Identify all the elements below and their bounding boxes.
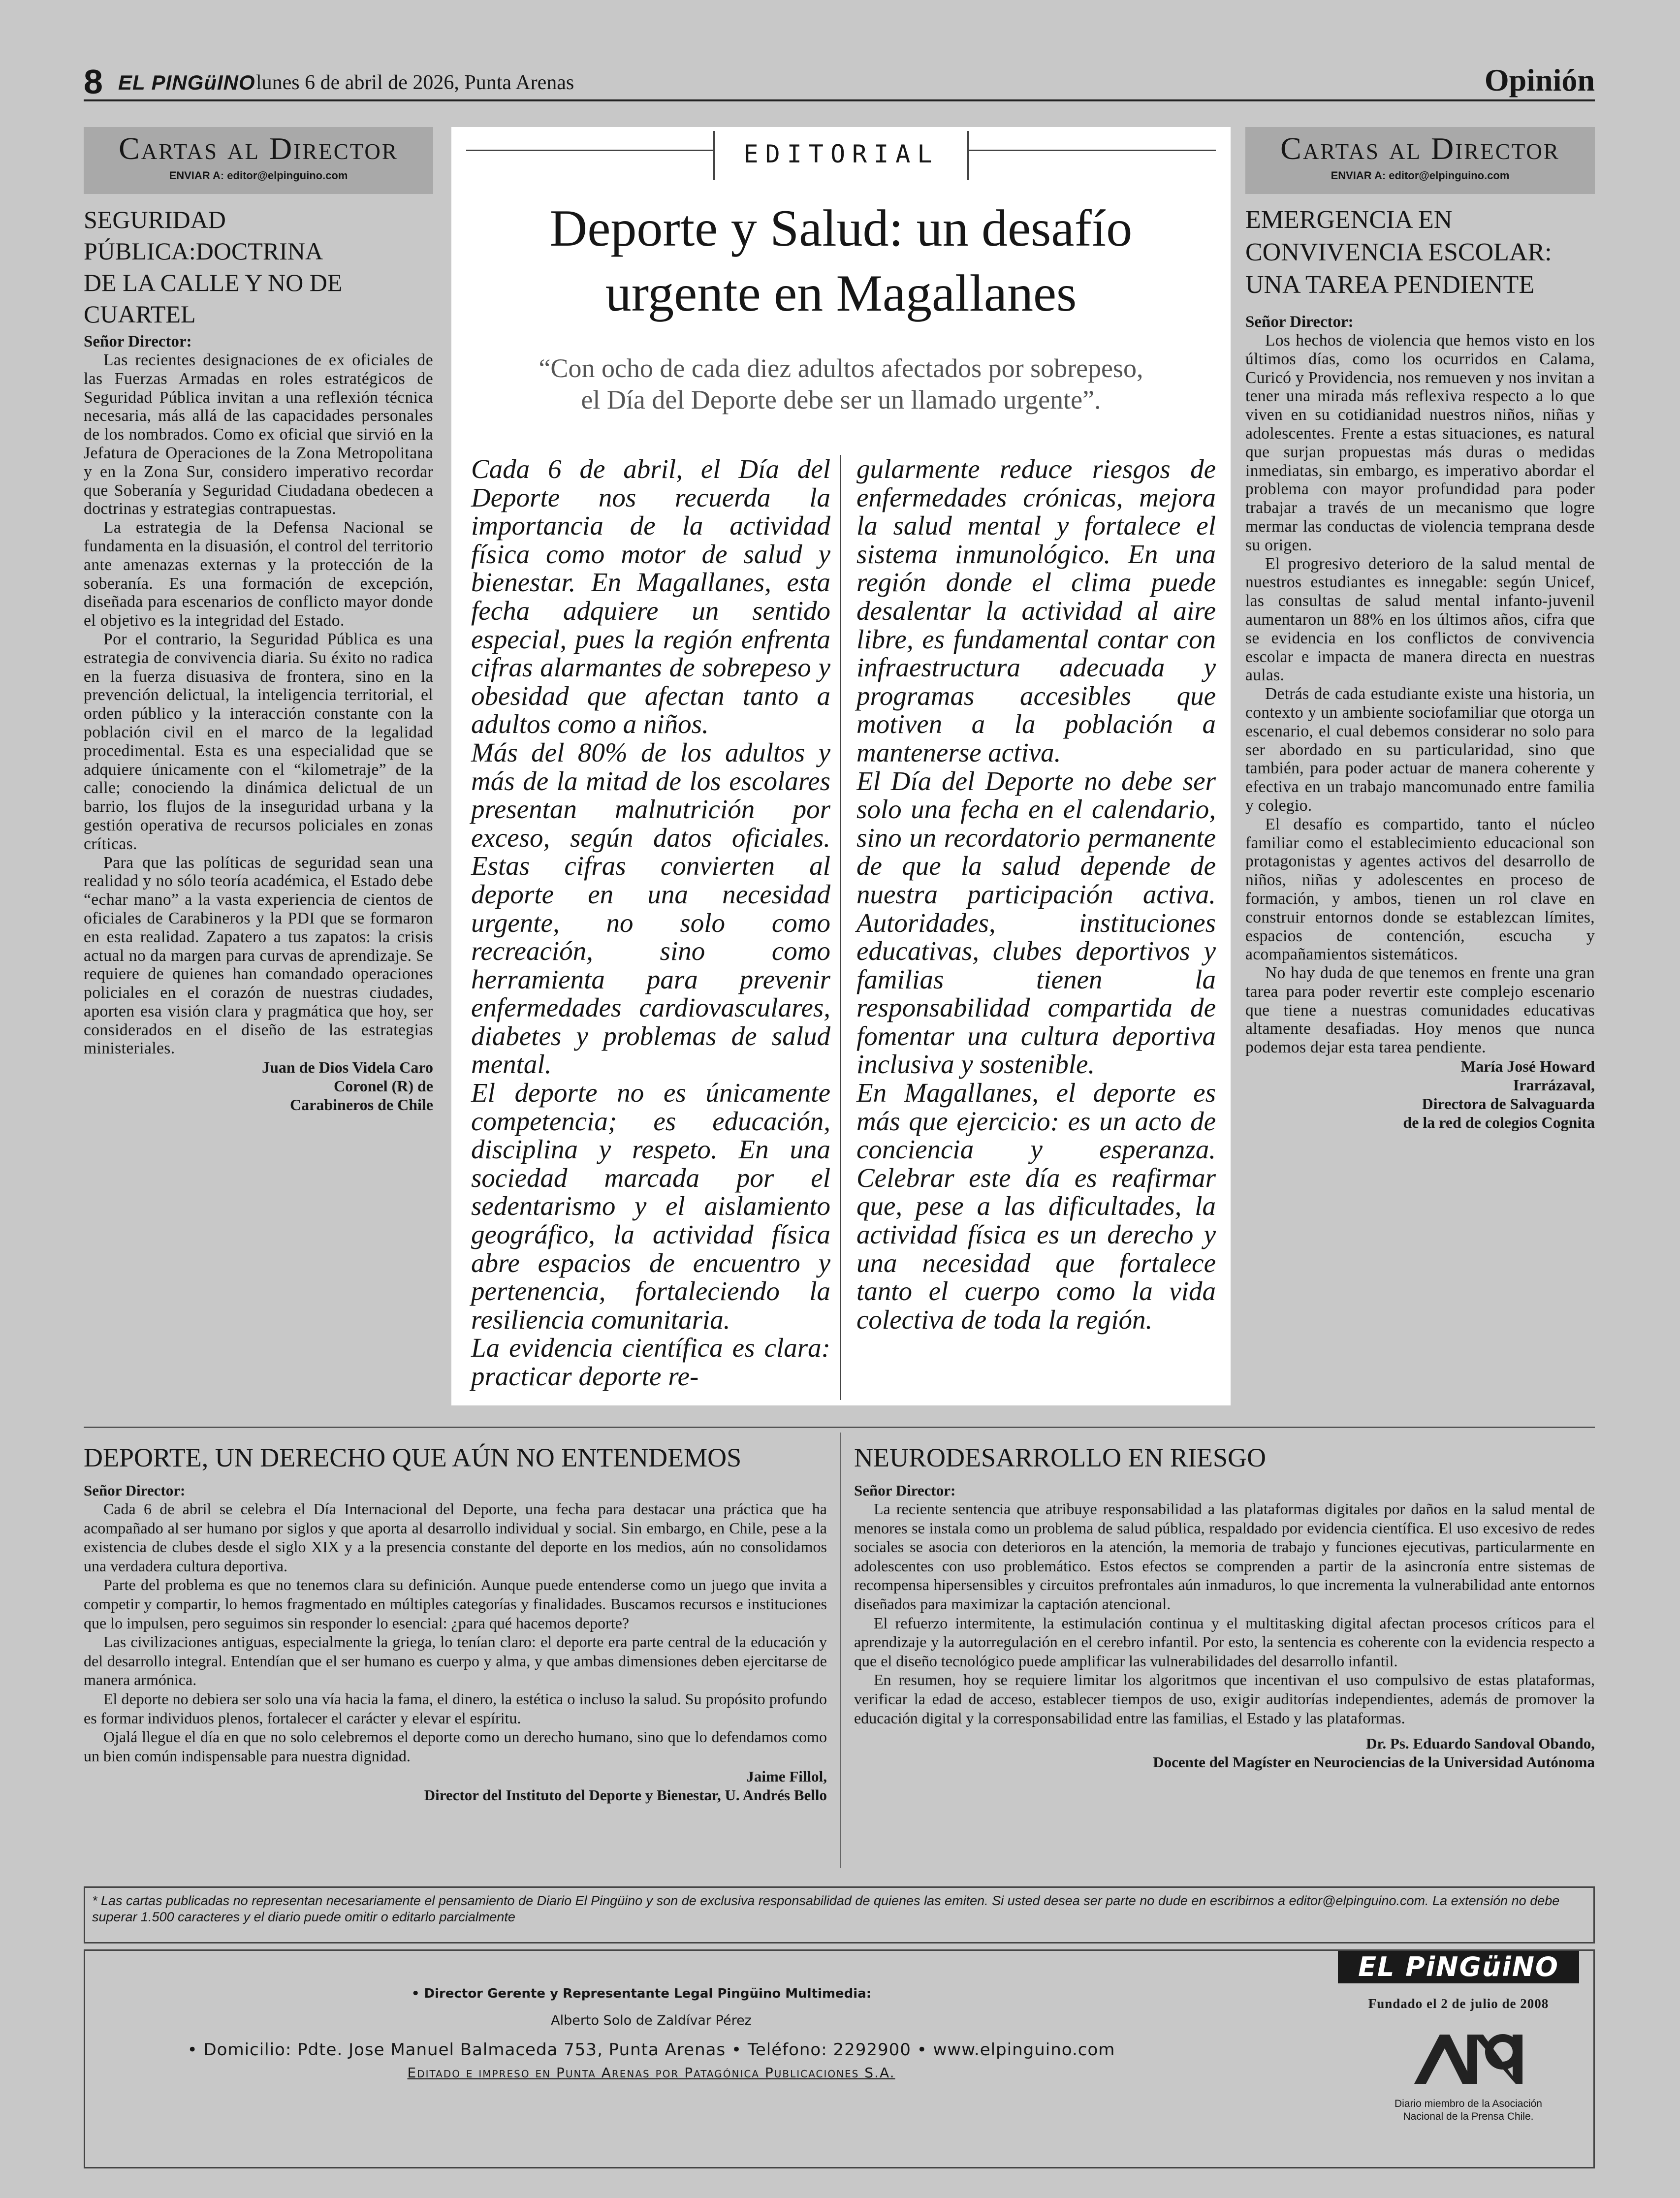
salutation: Señor Director: [84,1482,186,1499]
column-divider [840,1433,841,1868]
paragraph: Los hechos de violencia que hemos visto en los últimos días, como los ocurridos en Calama, Curicó y Providencia, nos remueven y nos invitan a tener una mirada más reflexiva respecto a lo que viven en su cotidianidad nuestros niños, niñas y adolescentes. Frente a estas situaciones, es natural que surjan propuestas más duras o medidas inmediatas, sin embargo, es imperativo abordar el problema con mayor profundidad para poder trabajar a través de un mecanismo que logre mermar las conductas de violencia temprana desde su origen. [1245,331,1595,554]
manager-name: Alberto Solo de Zaldívar Pérez [551,2013,752,2028]
editorial-tag: EDITORIAL [713,131,969,180]
footer-info [184,1986,1119,2081]
paragraph: La estrategia de la Defensa Nacional se fundamenta en la disuasión, el control del territorio ante amenazas externas y la protección de la soberanía. Es una formación de excepción, diseñada para escenarios de conflicto mayor donde el objetivo es la integridad del Estado. [84,518,433,630]
paragraph: Las recientes designaciones de ex oficiales de las Fuerzas Armadas en roles estratégicos de Seguridad Pública invitan a una reflexión técnica necesaria, más allá de las capacidades personales de los nombrados. Como ex oficial que sirvió en la Jefatura de Operaciones de la Zona Metropolitana y en la Zona Sur, considero imperativo recordar que Soberanía y Seguridad Ciudadana obedecen a doctrinas y estrategias contrapuestas. [84,351,433,518]
divider [969,150,1216,151]
paragraph: gularmente reduce riesgos de enfermedades crónicas, mejora la salud mental y fortalece el sistema inmunológico. En una región donde el clima puede desalentar la actividad al aire libre, es fundamental contar con infraestructura adecuada y programas accesibles que motiven a la población a mantenerse activa. [856,454,1216,767]
salutation: Señor Director: [1245,313,1354,331]
paragraph: El desafío es compartido, tanto el núcleo familiar como el establecimiento educacional son protagonistas y agentes activos del desarrollo de niños, niñas y adolescentes en proceso de formación, y ambos, tienen un rol clave en construir entornos donde se establezcan límites, espacios de contención, escucha y acompañamientos sistemáticos. [1245,815,1595,964]
signature: Juan de Dios Videla Caro Coronel (R) de Carabineros de Chile [262,1058,433,1114]
paragraph: El Día del Deporte no debe ser solo una fecha en el calendario, sino un recordatorio permanente de que la salud depende de nuestra participación activa. Autoridades, instituciones educativas, clubes deportivos y familias tienen la responsabilidad compartida de fomentar una cultura deportiva inclusiva y sostenible. [856,765,1216,1080]
disclaimer-text: * Las cartas publicadas no representan necesariamente el pensamiento de Diario El Pingüino y son de exclusiva responsabilidad de quienes las emiten. Si usted desea ser parte no dude en escribirnos a editor@elpinguino.com. La extensión no debe superar 1.500 caracteres y el diario puede omitir o editarlo parcialmente [92,1893,1560,1924]
editorial-column-1 [471,455,830,1391]
cartas-email: ENVIAR A: editor@elpinguino.com [1331,169,1510,182]
salutation: Señor Director: [854,1482,956,1499]
manager-label: • Director Gerente y Representante Legal Pingüino Multimedia: [411,1986,872,2001]
paragraph: La evidencia científica es clara: practicar deporte re- [471,1333,830,1391]
cartas-title: Cartas al Director [119,131,398,166]
cartas-header-box [84,127,433,194]
paragraph: Ojalá llegue el día en que no solo celebremos el deporte como un derecho humano, sino que lo defendamos como un bien común indispensable para nuestra dignidad. [84,1728,827,1765]
printer-line: Editado e impreso en Punta Arenas por Patagónica Publicaciones S.A. [407,2065,895,2081]
address-line: • Domicilio: Pdte. Jose Manuel Balmaceda 753, Punta Arenas • Teléfono: 2292900 • www.elpinguino.com [187,2040,1115,2060]
paragraph: El progresivo deterioro de la salud mental de nuestros estudiantes es innegable: según Unicef, las consultas de salud mental infanto-juvenil aumentaron un 88% en los últimos años, cifra que se evidencia en los conflictos de convivencia escolar e impacta de manera directa en nuestras aulas. [1245,554,1595,685]
issue-date: lunes 6 de abril de 2026, Punta Arenas [256,71,574,94]
letter-body [84,351,433,1058]
page-header [84,64,1595,101]
bottom-left-letter [84,1441,827,1805]
masthead-logo: EL PINGüINO [118,71,255,94]
paragraph: En Magallanes, el deporte es más que ejercicio: es un acto de conciencia y esperanza. Celebrar este día es reafirmar que, pese a las dificultades, la actividad física es un derecho y una necesidad que fortalece tanto el cuerpo como la vida colectiva de toda la región. [856,1078,1216,1335]
cartas-header-box [1245,127,1595,194]
anp-logo [1409,2025,1527,2094]
editorial-dek: “Con ocho de cada diez adultos afectados por sobrepeso, el Día del Deporte debe ser un llamado urgente”. [539,353,1143,414]
paragraph: Más del 80% de los adultos y más de la mitad de los escolares presentan malnutrición por exceso, según datos oficiales. Estas cifras convierten al deporte en una necesidad urgente, no solo como recreación, sino como herramienta para prevenir enfermedades cardiovasculares, diabetes y problemas de salud mental. [471,737,830,1080]
cartas-title: Cartas al Director [1280,131,1560,166]
footer-logo: EL PiNGüiNO [1338,1951,1579,1983]
paragraph: Detrás de cada estudiante existe una historia, un contexto y un ambiente sociofamiliar que otorga un escenario, el cual debemos considerar no solo para ser abordado en su particularidad, sino que también, para poder actuar de manera coherente y efectiva en un trabajo mancomunado entre familia y colegio. [1245,685,1595,815]
right-letter [1231,127,1595,1132]
signature: María José Howard Irarrázaval, Directora de Salvaguarda de la red de colegios Cognita [1403,1057,1595,1132]
cartas-email: ENVIAR A: editor@elpinguino.com [169,169,348,182]
editorial-headline: Deporte y Salud: un desafío urgente en Magallanes [549,199,1133,322]
paragraph: Por el contrario, la Seguridad Pública es una estrategia de convivencia diaria. Su éxito no radica en la fuerza disuasiva de frontera, sino en la prevención delictual, la inteligencia territorial, el orden público y la interacción constante con la población civil en el marco de la legalidad procedimental. Esta es una especialidad que se adquiere únicamente con el “kilometraje” de la calle; conociendo la dinámica delictual de un barrio, los flujos de la inseguridad urbana y la gestión operativa de recursos policiales en zonas críticas. [84,630,433,853]
paragraph: Para que las políticas de seguridad sean una realidad y no sólo teoría académica, el Estado debe “echar mano” a la vasta experiencia de cientos de oficiales de Carabineros y la PDI que se formaron en esta realidad. Zapatero a tus zapatos: la crisis actual no da margen para curvas de aprendizaje. Se requiere de quienes han comandado operaciones policiales en el corazón de nuestras ciudades, aporten esa visión clara y pragmática que hoy, ser considerados en el diseño de las estrategias ministeriales. [84,853,433,1058]
paragraph: Parte del problema es que no tenemos clara su definición. Aunque puede entenderse como un juego que invita a competir y compartir, lo hemos fragmentado en múltiples categorías y finalidades. Buscamos recursos e instituciones que lo impulsen, pero seguimos sin responder lo esencial: ¿para qué hacemos deporte? [84,1576,827,1632]
signature: Jaime Fillol, Director del Instituto del Deporte y Bienestar, U. Andrés Bello [424,1768,827,1804]
paragraph: El refuerzo intermitente, la estimulación continua y el multitasking digital afectan procesos críticos para el aprendizaje y la autorregulación en el cerebro infantil. Por esto, la sentencia es coherente con la evidencia respecto a que el diseño tecnológico puede amplificar las vulnerabilidades del desarrollo infantil. [854,1614,1595,1670]
paragraph: El deporte no debiera ser solo una vía hacia la fama, el dinero, la estética o incluso la salud. Su propósito profundo es formar individuos plenos, fortalecer el carácter y elevar el espíritu. [84,1689,827,1727]
letter-title: EMERGENCIA EN CONVIVENCIA ESCOLAR: UNA TAREA PENDIENTE [1245,206,1552,299]
divider [466,150,713,151]
paragraph: No hay duda de que tenemos en frente una gran tarea para poder revertir este complejo escenario que tiene a nuestras comunidades educativas altamente desafiadas. Hoy menos que nunca podemos dejar esta tarea pendiente. [1245,964,1595,1057]
paragraph: El deporte no es únicamente competencia; es educación, disciplina y respeto. En una sociedad marcada por el sedentarismo y el aislamiento geográfico, la actividad física abre espacios de encuentro y pertenencia, fortaleciendo la resiliencia comunitaria. [471,1078,830,1335]
left-letter [84,127,433,1114]
section-title: Opinión [1484,63,1595,97]
paragraph: Cada 6 de abril se celebra el Día Internacional del Deporte, una fecha para destacar una práctica que ha acompañado al ser humano por siglos y que aporta al desarrollo individual y social. Sin embargo, en Chile, pese a la existencia de clubes desde el siglo XIX y a la presencia constante del deporte en los medios, aún no consolidamos una verdadera cultura deportiva. [84,1500,827,1575]
signature: Dr. Ps. Eduardo Sandoval Obando, Docente del Magíster en Neurociencias de la Universidad Autónoma [1153,1735,1595,1771]
editorial [451,127,1231,1405]
paragraph: Cada 6 de abril, el Día del Deporte nos recuerda la importancia de la actividad física como motor de salud y bienestar. En Magallanes, esta fecha adquiere un sentido especial, pues la región enfrenta cifras alarmantes de sobrepeso y obesidad que afectan tanto a adultos como a niños. [471,454,830,739]
column-divider [840,455,841,1400]
editorial-column-2 [856,455,1216,1334]
paragraph: En resumen, hoy se requiere limitar los algoritmos que incentivan el uso compulsivo de estas plataformas, verificar la edad de acceso, establecer tiempos de uso, exigir auditorías independientes, además de promover la educación digital y la corresponsabilidad entre las familias, el Estado y las plataformas. [854,1671,1595,1727]
anp-logo-icon [1409,2025,1527,2094]
paragraph: La reciente sentencia que atribuye responsabilidad a las plataformas digitales por daños en la salud mental de menores se instala como un problema de salud pública, respaldado por evidencia científica. El uso excesivo de redes sociales se asocia con deterioros en la atención, la memoria de trabajo y funciones ejecutivas, particularmente en adolescentes con uso problemático. Estos efectos se comprenden a partir de la asincronía entre sistemas de recompensa hipersensibles y circuitos prefrontales aún inmaduros, lo que incrementa la vulnerabilidad ante entornos diseñados para maximizar la captación atencional. [854,1500,1595,1613]
bottom-right-letter [854,1441,1595,1772]
paragraph: Las civilizaciones antiguas, especialmente la griega, lo tenían claro: el deporte era parte central de la educación y del desarrollo integral. Entendían que el ser humano es cuerpo y alma, y que ambas dimensiones deben ejercitarse de manera armónica. [84,1633,827,1689]
letter-title: NEURODESARROLLO EN RIESGO [854,1443,1266,1472]
letter-body [84,1499,827,1765]
section-divider [84,1427,1595,1428]
page-number: 8 [84,63,103,101]
letter-title: DEPORTE, UN DERECHO QUE AÚN NO ENTENDEMOS [84,1443,742,1472]
footer-box [84,1949,1595,2168]
letter-body [854,1499,1595,1727]
founded-text: Fundado el 2 de julio de 2008 [1368,1996,1549,2011]
letter-body [1245,331,1595,1057]
letter-title: SEGURIDAD PÚBLICA:DOCTRINA DE LA CALLE Y NO DE CUARTEL [84,206,343,328]
anp-caption: Diario miembro de la Asociación Nacional de la Prensa Chile. [1395,2098,1542,2122]
disclaimer-box [84,1886,1595,1943]
salutation: Señor Director: [84,333,192,350]
